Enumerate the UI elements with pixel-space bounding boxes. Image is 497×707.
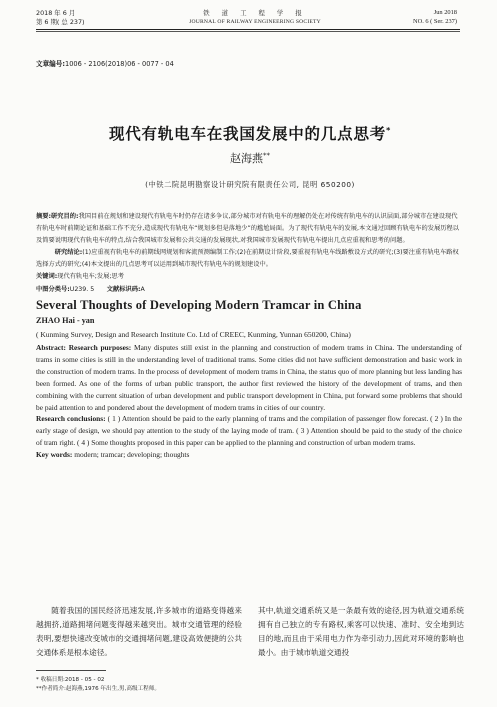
issue-date: 2018 年 6 月 [36, 9, 76, 17]
journal-name-en: JOURNAL OF RAILWAY ENGINEERING SOCIETY [189, 18, 321, 25]
chinese-abstract [36, 211, 462, 296]
issue-info-en [413, 9, 457, 26]
journal-name-cn: 铁 道 工 程 学 报 [203, 9, 307, 17]
footnotes [36, 676, 160, 694]
clc-value: U239. 5 [69, 285, 95, 293]
issue-number: 第 6 期( 总 237) [36, 17, 85, 26]
header-rule [36, 29, 460, 30]
footnote-received-date: * 收稿日期:2018 - 05 - 02 [36, 677, 105, 683]
keywords-label: 关键词: [36, 273, 58, 281]
journal-name [150, 9, 360, 26]
issue-number-en: NO. 6 ( Ser. 237) [412, 17, 457, 25]
english-abstract-label: Abstract: Research purposes: [36, 343, 132, 352]
author [180, 150, 320, 166]
english-conclusion-label: Research conclusions: [36, 414, 106, 424]
footnote-author-bio: **作者简介:赵海燕,1976 年出生,男,高级工程师。 [36, 686, 160, 692]
clc-label: 中图分类号: [36, 285, 70, 293]
author-footnote-mark: ** [263, 151, 270, 160]
paper-title [60, 122, 440, 144]
keywords [36, 271, 462, 283]
body-column-left [36, 604, 242, 660]
abstract-purpose-text: 我国目前在规划和建设现代有轨电车时仍存在诸多争议,部分城市对有轨电车的理解仍处在对传统有轨电车的认识层面,部分城市在建设现代有轨电车时前期论证和基础工作不充分,造成现代有轨电车“规划多但是落地少”的尴尬局面。为了现代有轨电车的发展,本文通过回顾有轨电车的发展历程以及简要说明现代有轨电车的特点,结合我国城市发展和公共交通的发展现状,对我国城市发展现代有轨电车提出几点应重视和思考的问题。 [36, 213, 459, 245]
article-number-value: 1006 - 2106(2018)06 - 0077 - 04 [65, 60, 174, 68]
english-abstract-purpose-text: Many disputes still exist in the planning and construction of modern trams in China. The understanding of trams in some cities is still in the understanding level of traditional trams. Some cities did not have sufficient demonstration and basic work in the construction of modern trams. In the process of development of modern trams in China, the status quo of more planning but less landing has been formed. As one of the forms of urban public transport, the author first reviewed the history of the development of trams, and then combining with the current situation of urban development and public transport development in China, put forward some problems that should be paid attention to and pondered about the development of modern trams in cities of our country. [36, 343, 463, 412]
paper-title-text: 现代有轨电车在我国发展中的几点思考 [108, 125, 387, 143]
footnote-rule [36, 670, 106, 671]
article-number-label: 文章编号: [36, 60, 66, 68]
abstract-purpose-label: 摘要:研究目的: [36, 213, 79, 220]
english-author: ZHAO Hai - yan [36, 316, 95, 325]
english-keywords [36, 449, 462, 461]
title-footnote-mark: * [386, 125, 392, 135]
english-keywords-text: modern; tramcar; developing; thoughts [72, 450, 190, 460]
classification [36, 284, 462, 296]
doc-code-label: 文献标识码: [106, 285, 141, 293]
keywords-text: 现代有轨电车;发展;思考 [57, 273, 124, 281]
abstract-conclusion-label: 研究结论: [54, 249, 83, 257]
english-affiliation: ( Kunming Survey, Design and Research Institute Co. Ltd of CREEC, Kunming, Yunnan 650200, China) [36, 330, 351, 339]
english-abstract-conclusion [36, 413, 462, 449]
body-paragraph: 其中,轨道交通系统又是一条最有效的途径,因为轨道交通系统拥有自己独立的专有路权,乘客可以快速、准时、安全地到达目的地,而且由于采用电力作为牵引动力,因此对环境的影响也最小。由于城市轨道交通投 [258, 606, 464, 657]
author-name: 赵海燕 [230, 152, 263, 165]
header-rule-thin [36, 31, 460, 32]
english-abstract [36, 342, 462, 461]
article-number [36, 58, 174, 68]
abstract-conclusion [36, 247, 462, 271]
issue-date-en: Jun 2018 [433, 9, 457, 16]
body-column-right [258, 604, 464, 660]
english-keywords-label: Key words: [36, 450, 73, 460]
issue-info [36, 9, 85, 26]
affiliation: (中铁二院昆明勘察设计研究院有限责任公司, 昆明 650200) [145, 180, 355, 189]
english-title: Several Thoughts of Developing Modern Tramcar in China [36, 298, 362, 312]
english-conclusion-text: ( 1 ) Attention should be paid to the early planning of trams and the compilation of passenger flow forecast. ( 2 ) In the early stage of design, we should pay attention to the study of the laying mode of tram. ( 3 ) Attention should be paid to the study of the choice of tram right. ( 4 ) Some thoughts proposed in this paper can be applied to the planning and construction of urban modern trams. [36, 414, 462, 448]
english-abstract-purpose [36, 342, 462, 413]
abstract-conclusion-text: (1)应重视有轨电车的前期线网规划和客流预测编制工作;(2)在前期设计阶段,要重视有轨电车线路敷设方式的研究;(3)要注重有轨电车路权选择方式的研究;(4)本文提出的几点思考可以运用到城市现代有轨电车的规划建设中。 [36, 249, 459, 269]
doc-code-value: A [140, 285, 145, 293]
body-paragraph: 随着我国的国民经济迅速发展,许多城市的道路变得越来越拥挤,道路拥堵问题变得越来越突出。城市交通管理的经验表明,要想快速改变城市的交通拥堵问题,建设高效便捷的公共交通体系是根本途径。 [36, 606, 242, 657]
abstract-purpose [36, 211, 462, 247]
